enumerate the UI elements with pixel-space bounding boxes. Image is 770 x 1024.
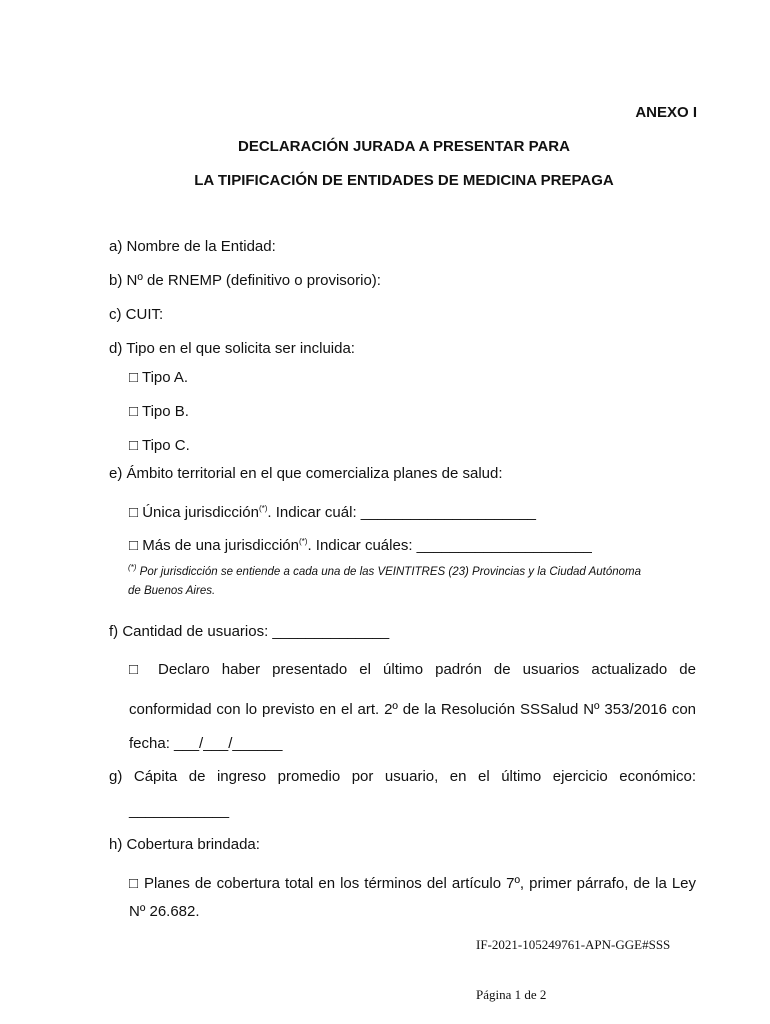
item-g-blank: ____________	[129, 802, 230, 819]
footnote-marker: (*)	[128, 563, 137, 573]
item-c-cuit: c) CUIT:	[109, 306, 164, 323]
checkbox-tipo-a[interactable]: □ Tipo A.	[129, 369, 189, 386]
multiple-jurisdictions-label: □ Más de una jurisdicción	[129, 537, 299, 554]
page-number: Página 1 de 2	[476, 987, 547, 1002]
padron-declaration-line-2: conformidad con lo previsto en el art. 2º de la Resolución SSSalud Nº 353/2016 con	[129, 701, 696, 718]
item-h-coverage: h) Cobertura brindada:	[109, 836, 260, 853]
jurisdiction-footnote-line-2: de Buenos Aires.	[128, 585, 216, 597]
item-g-capita-income: g) Cápita de ingreso promedio por usuario, en el último ejercicio económico:	[109, 768, 696, 785]
checkbox-tipo-b[interactable]: □ Tipo B.	[129, 403, 189, 420]
padron-declaration-date: fecha: ___/___/______	[129, 735, 283, 752]
item-b-rnemp: b) Nº de RNEMP (definitivo o provisorio):	[109, 272, 381, 289]
checkbox-tipo-c[interactable]: □ Tipo C.	[129, 437, 190, 454]
item-d-type: d) Tipo en el que solicita ser incluida:	[109, 340, 355, 357]
document-id: IF-2021-105249761-APN-GGE#SSS	[476, 937, 671, 952]
footnote-marker: (*)	[298, 537, 308, 546]
title-line-2: LA TIPIFICACIÓN DE ENTIDADES DE MEDICINA PREPAGA	[194, 172, 614, 189]
item-e-territory: e) Ámbito territorial en el que comercializa planes de salud:	[109, 465, 503, 482]
checkbox-total-coverage[interactable]: □ Planes de cobertura total en los términos del artículo 7º, primer párrafo, de la Ley	[129, 875, 696, 892]
title-line-1: DECLARACIÓN JURADA A PRESENTAR PARA	[238, 138, 570, 155]
item-a-entity-name: a) Nombre de la Entidad:	[109, 238, 276, 255]
total-coverage-law: Nº 26.682.	[129, 903, 200, 920]
checkbox-multiple-jurisdictions[interactable]	[129, 537, 592, 554]
single-jurisdiction-blank: . Indicar cuál: _____________________	[267, 504, 536, 521]
item-f-user-count: f) Cantidad de usuarios: ______________	[109, 623, 390, 640]
multiple-jurisdictions-blank: . Indicar cuáles: _____________________	[307, 537, 592, 554]
annex-label: ANEXO I	[635, 104, 697, 121]
footnote-marker: (*)	[258, 504, 268, 513]
single-jurisdiction-label: □ Única jurisdicción	[129, 504, 259, 521]
checkbox-single-jurisdiction[interactable]	[129, 504, 536, 521]
checkbox-padron-declaration[interactable]: □ Declaro haber presentado el último padrón de usuarios actualizado de	[129, 661, 696, 678]
jurisdiction-footnote-line-1: (*) Por jurisdicción se entiende a cada una de las VEINTITRES (23) Provincias y la Ciudad Autónoma	[128, 563, 642, 578]
